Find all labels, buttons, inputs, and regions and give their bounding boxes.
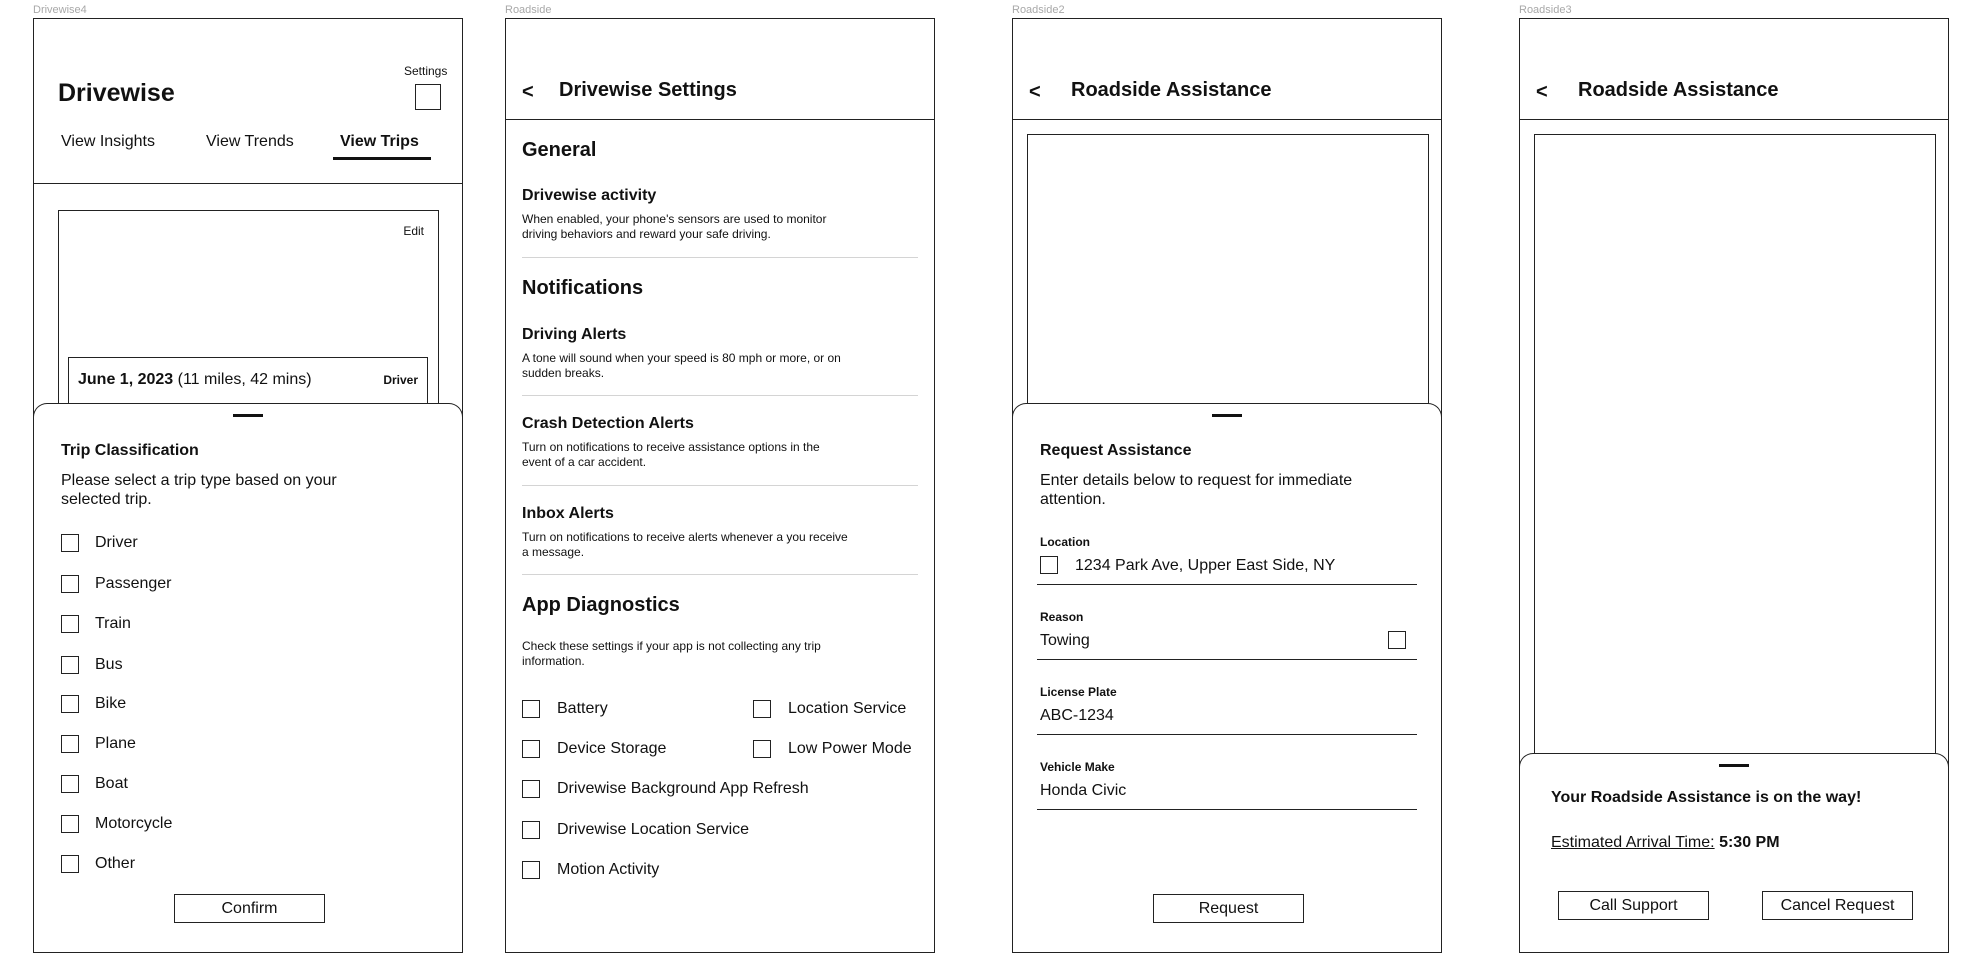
roadside-header <box>1520 19 1948 120</box>
option-bus: Bus <box>95 656 123 673</box>
option-plane: Plane <box>95 735 136 752</box>
frame-label-drivewise4: Drivewise4 <box>33 4 87 16</box>
back-button[interactable]: < <box>1029 81 1041 103</box>
chevron-down-icon[interactable] <box>1388 631 1406 649</box>
trip-role: Driver <box>383 373 418 387</box>
vehicle-make-underline <box>1037 809 1417 810</box>
status-message: Your Roadside Assistance is on the way! <box>1551 789 1862 806</box>
sheet-title: Request Assistance <box>1040 442 1192 459</box>
trip-summary-text <box>78 371 312 389</box>
sheet-handle[interactable] <box>233 414 263 417</box>
checkbox-driver[interactable] <box>61 534 79 552</box>
tab-view-trends[interactable]: View Trends <box>206 133 294 150</box>
crash-detection-desc: Turn on notifications to receive assistance options in the event of a car accident. <box>522 440 820 469</box>
section-general: General <box>522 139 597 161</box>
sheet-subtitle: Please select a trip type based on your selected trip. <box>61 472 337 508</box>
driving-alerts-desc: A tone will sound when your speed is 80 mph or more, or on sudden breaks. <box>522 351 841 380</box>
vehicle-make-field[interactable]: Honda Civic <box>1040 782 1127 799</box>
check-low-power-mode-label: Low Power Mode <box>788 740 912 757</box>
edit-link[interactable]: Edit <box>403 224 424 238</box>
location-pin-icon[interactable] <box>1040 556 1058 574</box>
eta-value: 5:30 PM <box>1719 834 1780 851</box>
page-title: Roadside Assistance <box>1071 79 1272 101</box>
settings-icon[interactable] <box>415 84 441 110</box>
checkbox-bus[interactable] <box>61 656 79 674</box>
check-background-refresh-label: Drivewise Background App Refresh <box>557 780 809 797</box>
tab-view-insights[interactable]: View Insights <box>61 133 155 150</box>
driving-alerts-title[interactable]: Driving Alerts <box>522 326 627 343</box>
checkbox-low-power-mode[interactable] <box>753 740 771 758</box>
map-view[interactable] <box>1534 134 1936 764</box>
reason-field[interactable]: Towing <box>1040 632 1090 649</box>
option-bike: Bike <box>95 695 127 712</box>
location-label: Location <box>1040 535 1090 549</box>
divider <box>522 395 918 396</box>
vehicle-make-label: Vehicle Make <box>1040 760 1115 774</box>
tab-active-underline <box>333 157 431 160</box>
settings-header <box>506 19 934 120</box>
request-assistance-sheet <box>1012 403 1442 953</box>
roadside-request-screen <box>1012 18 1442 953</box>
checkbox-location-service[interactable] <box>753 700 771 718</box>
checkbox-motion-activity[interactable] <box>522 861 540 879</box>
trip-map-card <box>58 210 439 410</box>
map-view[interactable] <box>1027 134 1429 414</box>
trip-summary-card[interactable] <box>68 357 428 407</box>
frame-label-roadside2: Roadside2 <box>1012 4 1065 16</box>
back-button[interactable]: < <box>1536 81 1548 103</box>
check-location-service-label: Location Service <box>788 700 907 717</box>
divider <box>522 485 918 486</box>
option-passenger: Passenger <box>95 575 172 592</box>
reason-label: Reason <box>1040 610 1084 624</box>
page-title: Drivewise Settings <box>559 79 737 101</box>
check-device-storage-label: Device Storage <box>557 740 667 757</box>
trip-classification-sheet <box>33 403 463 953</box>
check-motion-activity-label: Motion Activity <box>557 861 660 878</box>
checkbox-boat[interactable] <box>61 775 79 793</box>
checkbox-drivewise-location[interactable] <box>522 821 540 839</box>
checkbox-train[interactable] <box>61 615 79 633</box>
assistance-status-sheet <box>1519 753 1949 953</box>
checkbox-plane[interactable] <box>61 735 79 753</box>
page-title: Roadside Assistance <box>1578 79 1779 101</box>
sheet-title: Trip Classification <box>61 442 199 459</box>
inbox-alerts-desc: Turn on notifications to receive alerts whenever a you receive a message. <box>522 530 848 559</box>
checkbox-background-refresh[interactable] <box>522 780 540 798</box>
drivewise-activity-title[interactable]: Drivewise activity <box>522 187 657 204</box>
option-motorcycle: Motorcycle <box>95 815 173 832</box>
trip-date: June 1, 2023 <box>78 371 174 388</box>
back-button[interactable]: < <box>522 81 534 103</box>
checkbox-bike[interactable] <box>61 695 79 713</box>
frame-label-roadside: Roadside <box>505 4 552 16</box>
location-field[interactable]: 1234 Park Ave, Upper East Side, NY <box>1075 557 1336 574</box>
sheet-subtitle: Enter details below to request for immediate attention. <box>1040 472 1353 508</box>
checkbox-motorcycle[interactable] <box>61 815 79 833</box>
header-divider <box>34 183 462 184</box>
call-support-button[interactable]: Call Support <box>1558 891 1709 920</box>
checkbox-passenger[interactable] <box>61 575 79 593</box>
divider <box>522 257 918 258</box>
roadside-header <box>1013 19 1441 120</box>
tab-view-trips[interactable]: View Trips <box>340 133 419 150</box>
divider <box>522 574 918 575</box>
eta-label: Estimated Arrival Time: <box>1551 834 1715 851</box>
frame-label-roadside3: Roadside3 <box>1519 4 1572 16</box>
check-drivewise-location-label: Drivewise Location Service <box>557 821 750 838</box>
option-train: Train <box>95 615 131 632</box>
confirm-button[interactable]: Confirm <box>174 894 325 923</box>
settings-label: Settings <box>404 64 448 78</box>
license-plate-field[interactable]: ABC-1234 <box>1040 707 1114 724</box>
option-boat: Boat <box>95 775 128 792</box>
cancel-request-button[interactable]: Cancel Request <box>1762 891 1913 920</box>
license-plate-underline <box>1037 734 1417 735</box>
section-notifications: Notifications <box>522 277 644 299</box>
option-other: Other <box>95 855 136 872</box>
location-underline <box>1037 584 1417 585</box>
app-title: Drivewise <box>58 79 175 107</box>
eta-row <box>1551 834 1780 852</box>
drivewise-trips-screen <box>33 18 463 953</box>
option-driver: Driver <box>95 534 138 551</box>
roadside-confirmation-screen <box>1519 18 1949 953</box>
trip-details: (11 miles, 42 mins) <box>177 371 312 388</box>
license-plate-label: License Plate <box>1040 685 1117 699</box>
inbox-alerts-title[interactable]: Inbox Alerts <box>522 505 614 522</box>
diagnostics-desc: Check these settings if your app is not collecting any trip information. <box>522 639 821 668</box>
drivewise-settings-screen <box>505 18 935 953</box>
request-button[interactable]: Request <box>1153 894 1304 923</box>
section-app-diagnostics: App Diagnostics <box>522 594 680 616</box>
reason-underline <box>1037 659 1417 660</box>
sheet-handle[interactable] <box>1212 414 1242 417</box>
checkbox-battery[interactable] <box>522 700 540 718</box>
crash-detection-title[interactable]: Crash Detection Alerts <box>522 415 694 432</box>
checkbox-other[interactable] <box>61 855 79 873</box>
check-battery-label: Battery <box>557 700 608 717</box>
checkbox-device-storage[interactable] <box>522 740 540 758</box>
sheet-handle[interactable] <box>1719 764 1749 767</box>
drivewise-activity-desc: When enabled, your phone's sensors are used to monitor driving behaviors and reward your safe driving. <box>522 212 827 241</box>
